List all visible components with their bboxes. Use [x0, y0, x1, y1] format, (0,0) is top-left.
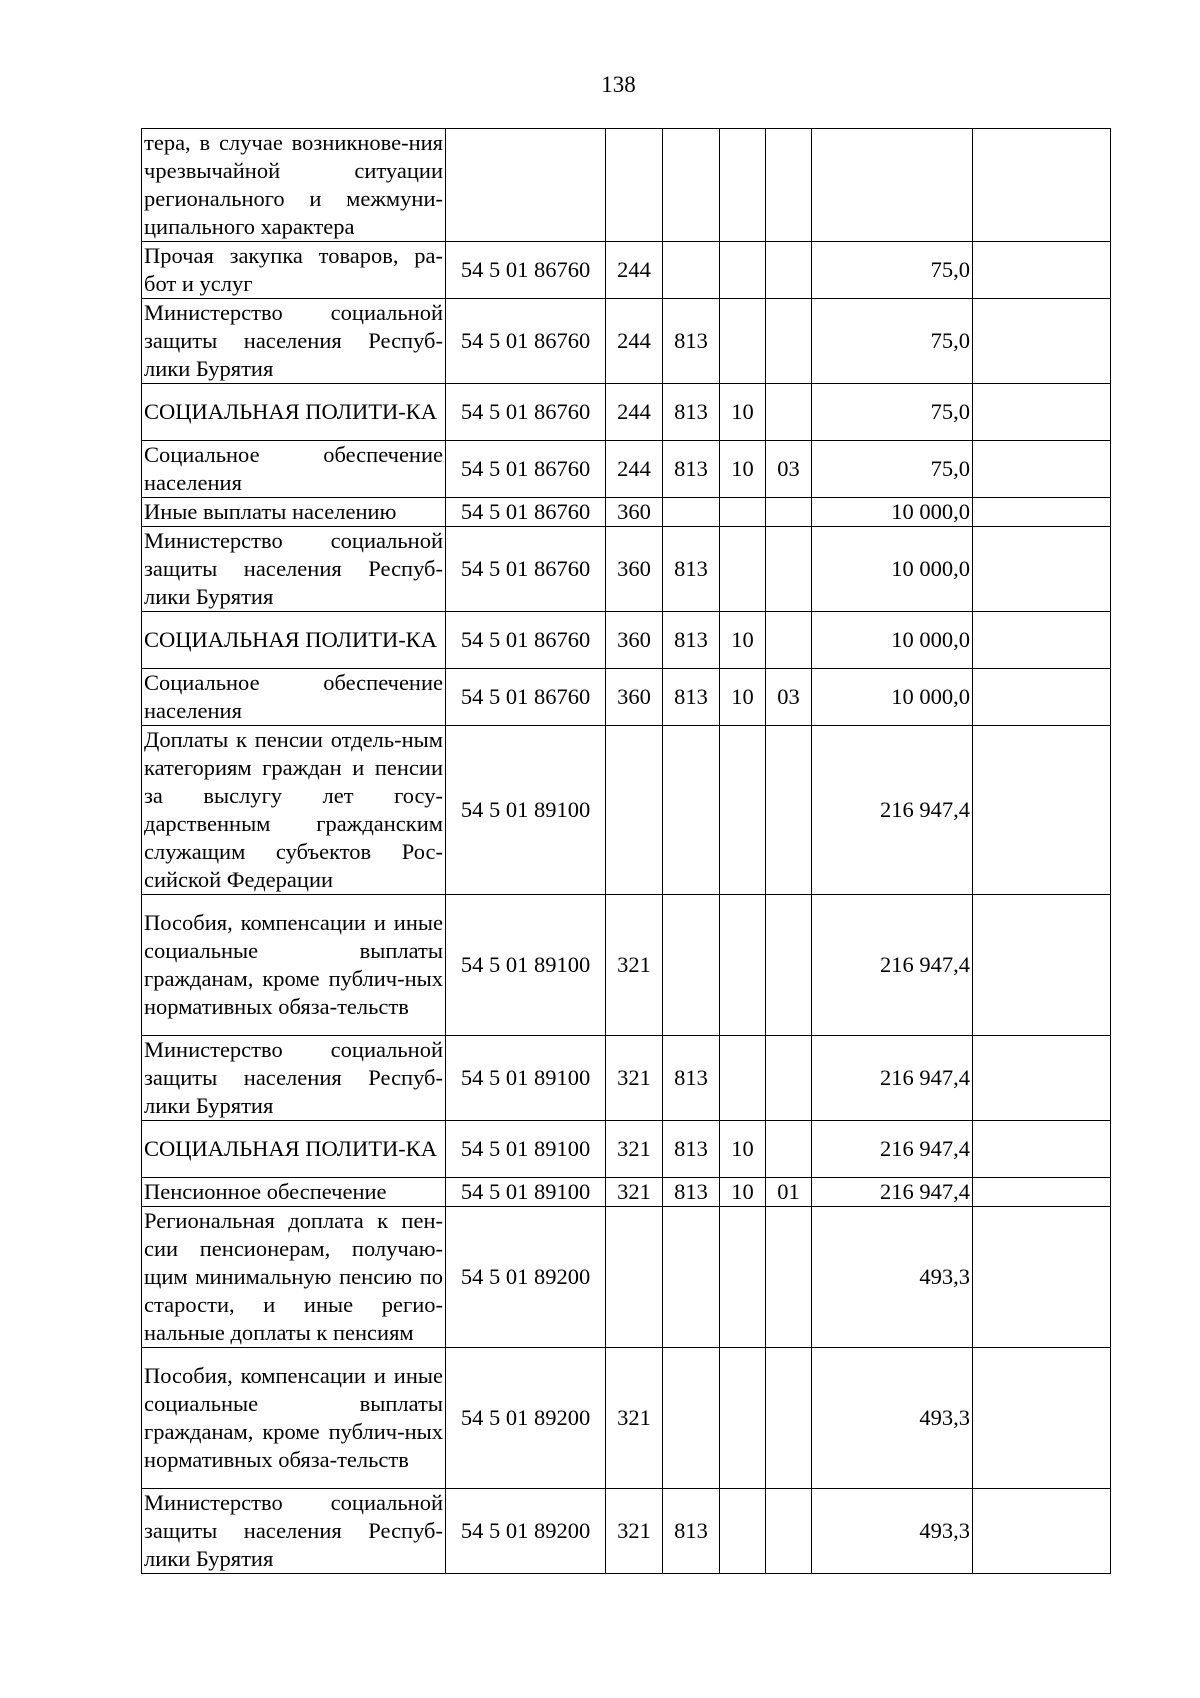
subsection-cell [766, 726, 812, 895]
row-name-cell: Министерство социальной защиты населения Респуб-лики Бурятия [142, 1036, 446, 1121]
ministry-code-cell: 813 [663, 299, 720, 384]
expense-type-cell [606, 129, 663, 242]
subsection-cell [766, 242, 812, 299]
table-row [142, 1121, 1111, 1178]
extra-cell [973, 726, 1111, 895]
expense-type-cell: 321 [606, 895, 663, 1036]
ministry-code-cell: 813 [663, 612, 720, 669]
expense-type-cell: 360 [606, 612, 663, 669]
table-row [142, 384, 1111, 441]
extra-cell [973, 1121, 1111, 1178]
target-article-cell: 54 5 01 89200 [446, 1348, 606, 1489]
target-article-cell: 54 5 01 86760 [446, 242, 606, 299]
row-name-cell: Министерство социальной защиты населения Респуб-лики Бурятия [142, 527, 446, 612]
target-article-cell: 54 5 01 86760 [446, 527, 606, 612]
expense-type-cell: 244 [606, 384, 663, 441]
row-name-cell: Социальное обеспечение населения [142, 669, 446, 726]
extra-cell [973, 441, 1111, 498]
section-cell: 10 [720, 441, 766, 498]
row-name-cell: Пенсионное обеспечение [142, 1178, 446, 1207]
table-row [142, 299, 1111, 384]
target-article-cell: 54 5 01 89100 [446, 895, 606, 1036]
ministry-code-cell [663, 726, 720, 895]
expense-type-cell: 360 [606, 498, 663, 527]
expense-type-cell: 321 [606, 1489, 663, 1574]
target-article-cell: 54 5 01 86760 [446, 498, 606, 527]
table-row [142, 1178, 1111, 1207]
extra-cell [973, 669, 1111, 726]
amount-cell: 216 947,4 [812, 1121, 973, 1178]
extra-cell [973, 1036, 1111, 1121]
amount-cell: 10 000,0 [812, 498, 973, 527]
ministry-code-cell: 813 [663, 1121, 720, 1178]
amount-cell: 10 000,0 [812, 527, 973, 612]
amount-cell [812, 129, 973, 242]
ministry-code-cell [663, 242, 720, 299]
table-row [142, 669, 1111, 726]
ministry-code-cell: 813 [663, 441, 720, 498]
section-cell: 10 [720, 669, 766, 726]
extra-cell [973, 129, 1111, 242]
section-cell: 10 [720, 384, 766, 441]
expense-type-cell: 321 [606, 1178, 663, 1207]
row-name-cell: Прочая закупка товаров, ра-бот и услуг [142, 242, 446, 299]
section-cell: 10 [720, 1178, 766, 1207]
ministry-code-cell: 813 [663, 669, 720, 726]
table-row [142, 498, 1111, 527]
subsection-cell [766, 129, 812, 242]
section-cell: 10 [720, 612, 766, 669]
section-cell [720, 129, 766, 242]
section-cell [720, 1036, 766, 1121]
row-name-cell: Доплаты к пенсии отдель-ным категориям граждан и пенсии за выслугу лет госу-дарственным гражданским служащим субъектов Рос-сийской Федерации [142, 726, 446, 895]
table-row [142, 1207, 1111, 1348]
target-article-cell: 54 5 01 89100 [446, 1036, 606, 1121]
target-article-cell: 54 5 01 86760 [446, 669, 606, 726]
subsection-cell [766, 1207, 812, 1348]
section-cell [720, 1348, 766, 1489]
row-name-cell: СОЦИАЛЬНАЯ ПОЛИТИ-КА [142, 384, 446, 441]
row-name-cell: СОЦИАЛЬНАЯ ПОЛИТИ-КА [142, 612, 446, 669]
extra-cell [973, 498, 1111, 527]
subsection-cell: 03 [766, 669, 812, 726]
subsection-cell [766, 1348, 812, 1489]
amount-cell: 75,0 [812, 242, 973, 299]
target-article-cell: 54 5 01 86760 [446, 299, 606, 384]
extra-cell [973, 1207, 1111, 1348]
row-name-cell: Социальное обеспечение населения [142, 441, 446, 498]
extra-cell [973, 895, 1111, 1036]
subsection-cell: 01 [766, 1178, 812, 1207]
amount-cell: 10 000,0 [812, 612, 973, 669]
subsection-cell: 03 [766, 441, 812, 498]
table-row [142, 527, 1111, 612]
row-name-cell: Иные выплаты населению [142, 498, 446, 527]
target-article-cell: 54 5 01 89100 [446, 726, 606, 895]
section-cell [720, 726, 766, 895]
section-cell [720, 498, 766, 527]
ministry-code-cell [663, 1207, 720, 1348]
table-row [142, 441, 1111, 498]
ministry-code-cell: 813 [663, 1178, 720, 1207]
extra-cell [973, 1489, 1111, 1574]
expense-type-cell [606, 726, 663, 895]
section-cell [720, 895, 766, 1036]
subsection-cell [766, 498, 812, 527]
amount-cell: 216 947,4 [812, 1036, 973, 1121]
table-row [142, 1489, 1111, 1574]
extra-cell [973, 384, 1111, 441]
target-article-cell: 54 5 01 89100 [446, 1121, 606, 1178]
section-cell [720, 1489, 766, 1574]
table-row [142, 129, 1111, 242]
expense-type-cell: 321 [606, 1121, 663, 1178]
amount-cell: 216 947,4 [812, 1178, 973, 1207]
page-number: 138 [601, 72, 636, 97]
extra-cell [973, 612, 1111, 669]
target-article-cell: 54 5 01 89100 [446, 1178, 606, 1207]
table-row [142, 726, 1111, 895]
table-row [142, 1348, 1111, 1489]
subsection-cell [766, 384, 812, 441]
amount-cell: 75,0 [812, 384, 973, 441]
amount-cell: 75,0 [812, 299, 973, 384]
target-article-cell: 54 5 01 86760 [446, 612, 606, 669]
row-name-cell: Пособия, компенсации и иные социальные выплаты гражданам, кроме публич-ных нормативных обяза-тельств [142, 895, 446, 1036]
amount-cell: 75,0 [812, 441, 973, 498]
table-row [142, 612, 1111, 669]
amount-cell: 10 000,0 [812, 669, 973, 726]
amount-cell: 216 947,4 [812, 895, 973, 1036]
row-name-cell: Региональная доплата к пен-сии пенсионерам, получаю-щим минимальную пенсию по старости, и иные регио-нальные доплаты к пенсиям [142, 1207, 446, 1348]
extra-cell [973, 299, 1111, 384]
target-article-cell: 54 5 01 86760 [446, 384, 606, 441]
target-article-cell: 54 5 01 86760 [446, 441, 606, 498]
section-cell [720, 1207, 766, 1348]
expense-type-cell: 244 [606, 441, 663, 498]
ministry-code-cell: 813 [663, 1036, 720, 1121]
subsection-cell [766, 1489, 812, 1574]
row-name-cell: Пособия, компенсации и иные социальные выплаты гражданам, кроме публич-ных нормативных обяза-тельств [142, 1348, 446, 1489]
row-name-cell: Министерство социальной защиты населения Респуб-лики Бурятия [142, 299, 446, 384]
expense-type-cell: 244 [606, 299, 663, 384]
expense-type-cell: 244 [606, 242, 663, 299]
section-cell [720, 299, 766, 384]
section-cell: 10 [720, 1121, 766, 1178]
ministry-code-cell [663, 1348, 720, 1489]
section-cell [720, 527, 766, 612]
amount-cell: 493,3 [812, 1489, 973, 1574]
extra-cell [973, 1348, 1111, 1489]
expense-type-cell: 360 [606, 527, 663, 612]
ministry-code-cell [663, 498, 720, 527]
subsection-cell [766, 299, 812, 384]
expense-type-cell: 321 [606, 1036, 663, 1121]
table-row [142, 895, 1111, 1036]
extra-cell [973, 1178, 1111, 1207]
ministry-code-cell [663, 129, 720, 242]
expense-type-cell: 360 [606, 669, 663, 726]
expense-type-cell: 321 [606, 1348, 663, 1489]
amount-cell: 493,3 [812, 1348, 973, 1489]
table-row [142, 242, 1111, 299]
section-cell [720, 242, 766, 299]
row-name-cell: Министерство социальной защиты населения Респуб-лики Бурятия [142, 1489, 446, 1574]
extra-cell [973, 527, 1111, 612]
subsection-cell [766, 1036, 812, 1121]
subsection-cell [766, 527, 812, 612]
ministry-code-cell: 813 [663, 1489, 720, 1574]
row-name-cell: тера, в случае возникнове-ния чрезвычайной ситуации регионального и межмуни-ципального характера [142, 129, 446, 242]
ministry-code-cell: 813 [663, 384, 720, 441]
expense-type-cell [606, 1207, 663, 1348]
amount-cell: 216 947,4 [812, 726, 973, 895]
subsection-cell [766, 612, 812, 669]
budget-table [141, 128, 1111, 1574]
target-article-cell: 54 5 01 89200 [446, 1207, 606, 1348]
target-article-cell: 54 5 01 89200 [446, 1489, 606, 1574]
ministry-code-cell [663, 895, 720, 1036]
extra-cell [973, 242, 1111, 299]
subsection-cell [766, 895, 812, 1036]
subsection-cell [766, 1121, 812, 1178]
ministry-code-cell: 813 [663, 527, 720, 612]
amount-cell: 493,3 [812, 1207, 973, 1348]
table-row [142, 1036, 1111, 1121]
target-article-cell [446, 129, 606, 242]
row-name-cell: СОЦИАЛЬНАЯ ПОЛИТИ-КА [142, 1121, 446, 1178]
